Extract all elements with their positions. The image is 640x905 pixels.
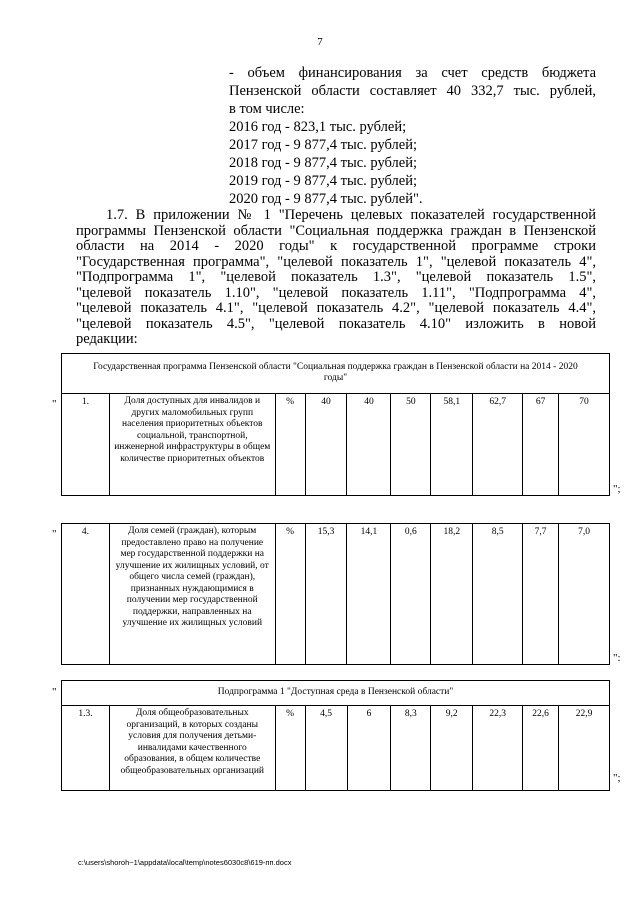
- value-cell: 7,7: [523, 524, 559, 665]
- paragraph-line: "целевой показатель 1.10", "целевой показатель 1.11", "Подпрограмма 4",: [76, 284, 596, 301]
- unit-cell: %: [275, 394, 305, 496]
- value-cell: 8,3: [391, 706, 431, 791]
- indicator-table-1: [61, 353, 610, 496]
- value-cell: 22,6: [523, 706, 559, 791]
- indicator-description: Доля доступных для инвалидов и других маломобильных групп населения приоритетных объектов социальной, транспортной, инженерной инфраструктуры в общем количестве приоритетных объектов: [109, 394, 275, 496]
- financing-year: 2018 год - 9 877,4 тыс. рублей;: [229, 155, 417, 171]
- row-number: 1.3.: [62, 706, 110, 791]
- value-cell: 0,6: [391, 524, 431, 665]
- paragraph-line: "целевой показатель 4.1", "целевой показатель 4.2", "целевой показатель 4.4",: [76, 300, 596, 316]
- indicator-table-3: [61, 680, 610, 791]
- row-number: 1.: [62, 394, 110, 496]
- indicator-table-2: [61, 523, 610, 665]
- value-cell: 22,9: [559, 706, 610, 791]
- value-cell: 58,1: [431, 394, 473, 496]
- paragraph-line: программы Пензенской области "Социальная поддержка граждан в Пензенской: [76, 222, 596, 239]
- value-cell: 22,3: [473, 706, 523, 791]
- subprogram-header: Подпрограмма 1 "Доступная среда в Пензенской области": [62, 681, 610, 706]
- page-number: 7: [317, 36, 323, 48]
- footer-file-path: c:\users\shoroh~1\appdata\local\temp\notes6030c8\619-пп.docx: [78, 858, 292, 867]
- unit-cell: %: [275, 524, 305, 665]
- value-cell: 8,5: [473, 524, 523, 665]
- indicator-description: Доля общеобразовательных организаций, в которых созданы условия для получения детьми-инвалидами качественного образования, в общем количестве общеобразовательных организаций: [109, 706, 275, 791]
- row-number: 4.: [62, 524, 110, 665]
- value-cell: 6: [347, 706, 391, 791]
- close-quote-semicolon: ";: [613, 772, 621, 784]
- paragraph-line: "Подпрограмма 1", "целевой показатель 1.3", "целевой показатель 1.5",: [76, 269, 596, 285]
- value-cell: 40: [347, 394, 391, 496]
- paragraph-line: редакции:: [76, 331, 138, 347]
- paragraph-line: области на 2014 - 2020 годы" к государственной программе строки: [76, 238, 596, 254]
- value-cell: 70: [559, 394, 610, 496]
- value-cell: 18,2: [431, 524, 473, 665]
- financing-line: - объем финансирования за счет средств бюджета: [229, 65, 596, 81]
- unit-cell: %: [275, 706, 305, 791]
- close-quote-semicolon: ";: [613, 483, 621, 495]
- paragraph-line: "целевой показатель 4.5", "целевой показатель 4.10" изложить в новой: [76, 315, 596, 332]
- value-cell: 14,1: [347, 524, 391, 665]
- financing-block: [229, 64, 596, 208]
- value-cell: 50: [391, 394, 431, 496]
- value-cell: 4,5: [305, 706, 347, 791]
- value-cell: 7,0: [559, 524, 610, 665]
- financing-line: в том числе:: [229, 101, 305, 117]
- value-cell: 40: [305, 394, 347, 496]
- financing-year: 2016 год - 823,1 тыс. рублей;: [229, 119, 407, 135]
- financing-line: Пензенской области составляет 40 332,7 тыс. рублей,: [229, 83, 596, 99]
- financing-year: 2017 год - 9 877,4 тыс. рублей;: [229, 137, 417, 153]
- open-quote: ": [52, 686, 57, 698]
- item-1-7-paragraph: [76, 208, 596, 348]
- open-quote: ": [52, 528, 57, 540]
- indicator-description: Доля семей (граждан), которым предоставлено право на получение мер государственной поддержки на улучшение их жилищных условий, от общего числа семей (граждан), признанных нуждающимися в получении мер государственной поддержки, направленных на улучшение их жилищных условий: [109, 524, 275, 665]
- financing-year: 2020 год - 9 877,4 тыс. рублей".: [229, 191, 423, 207]
- paragraph-line: 1.7. В приложении № 1 "Перечень целевых показателей государственной: [106, 207, 596, 223]
- value-cell: 15,3: [305, 524, 347, 665]
- financing-year: 2019 год - 9 877,4 тыс. рублей;: [229, 173, 417, 189]
- program-header: Государственная программа Пензенской области "Социальная поддержка граждан в Пензенской области на 2014 - 2020 годы": [62, 354, 610, 394]
- open-quote: ": [52, 398, 57, 410]
- close-quote-colon: ":: [613, 652, 621, 664]
- value-cell: 67: [523, 394, 559, 496]
- value-cell: 9,2: [431, 706, 473, 791]
- value-cell: 62,7: [473, 394, 523, 496]
- paragraph-line: "Государственная программа", "целевой показатель 1", "целевой показатель 4",: [76, 253, 596, 270]
